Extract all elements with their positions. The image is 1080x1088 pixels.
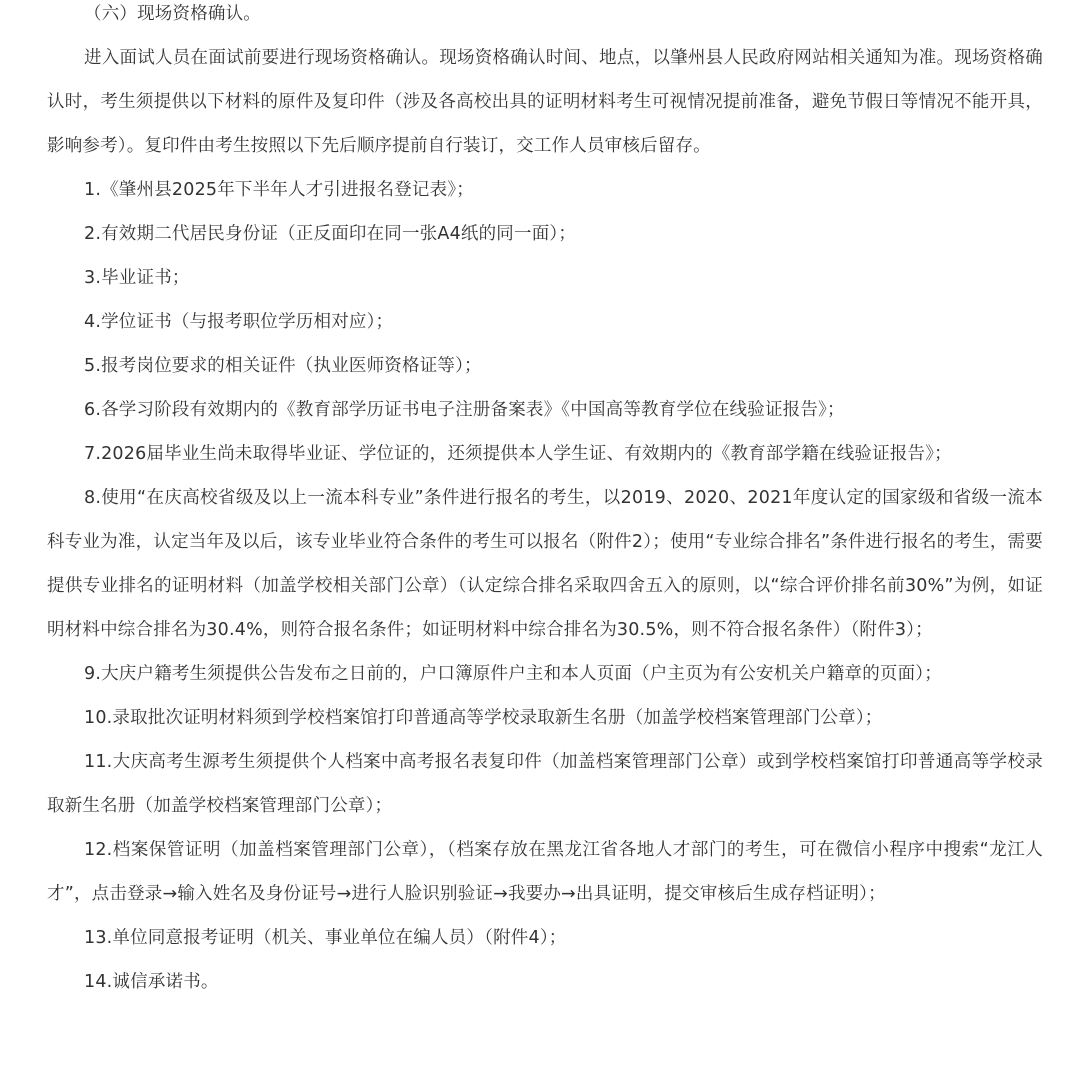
list-item: 10.录取批次证明材料须到学校档案馆打印普通高等学校录取新生名册（加盖学校档案管理部门公章）； <box>84 708 883 728</box>
list-item: 7.2026届毕业生尚未取得毕业证、学位证的，还须提供本人学生证、有效期内的《教育部学籍在线验证报告》； <box>84 444 952 464</box>
list-item: 8.使用“在庆高校省级及以上一流本科专业”条件进行报名的考生，以2019、2020、2021年度认定的国家级和省级一流本科专业为准，认定当年及以后，该专业毕业符合条件的考生可以报名（附件2）；使用“专业综合排名”条件进行报名的考生，需要提供专业排名的证明材料（加盖学校相关部门公章）（认定综合排名采取四舍五入的原则，以“综合评价排名前30%”为例，如证明材料中综合排名为30.4%，则符合报名条件；如证明材料中综合排名为30.5%，则不符合报名条件）（附件3）； <box>47 488 1043 640</box>
list-item: 2.有效期二代居民身份证（正反面印在同一张A4纸的同一面）； <box>84 224 577 244</box>
list-item: 6.各学习阶段有效期内的《教育部学历证书电子注册备案表》《中国高等教育学位在线验证报告》； <box>84 400 845 420</box>
list-item: 9.大庆户籍考生须提供公告发布之日前的，户口簿原件户主和本人页面（户主页为有公安机关户籍章的页面）； <box>84 664 942 684</box>
list-item: 11.大庆高考生源考生须提供个人档案中高考报名表复印件（加盖档案管理部门公章）或到学校档案馆打印普通高等学校录取新生名册（加盖学校档案管理部门公章）； <box>47 752 1043 816</box>
section-heading: （六）现场资格确认。 <box>84 4 261 24</box>
document-body <box>47 0 1043 1004</box>
list-item: 3.毕业证书； <box>84 268 190 288</box>
list-item: 14.诚信承诺书。 <box>84 972 219 992</box>
list-item: 4.学位证书（与报考职位学历相对应）； <box>84 312 394 332</box>
list-item: 12.档案保管证明（加盖档案管理部门公章），（档案存放在黑龙江省各地人才部门的考生，可在微信小程序中搜索“龙江人才”，点击登录→输入姓名及身份证号→进行人脸识别验证→我要办→出具证明，提交审核后生成存档证明）； <box>47 840 1043 904</box>
list-item: 5.报考岗位要求的相关证件（执业医师资格证等）； <box>84 356 482 376</box>
intro-paragraph: 进入面试人员在面试前要进行现场资格确认。现场资格确认时间、地点，以肇州县人民政府网站相关通知为准。现场资格确认时，考生须提供以下材料的原件及复印件（涉及各高校出具的证明材料考生可视情况提前准备，避免节假日等情况不能开具，影响参考）。复印件由考生按照以下先后顺序提前自行装订，交工作人员审核后留存。 <box>47 48 1043 156</box>
list-item: 1.《肇州县2025年下半年人才引进报名登记表》； <box>84 180 474 200</box>
list-item: 13.单位同意报考证明（机关、事业单位在编人员）（附件4）； <box>84 928 567 948</box>
